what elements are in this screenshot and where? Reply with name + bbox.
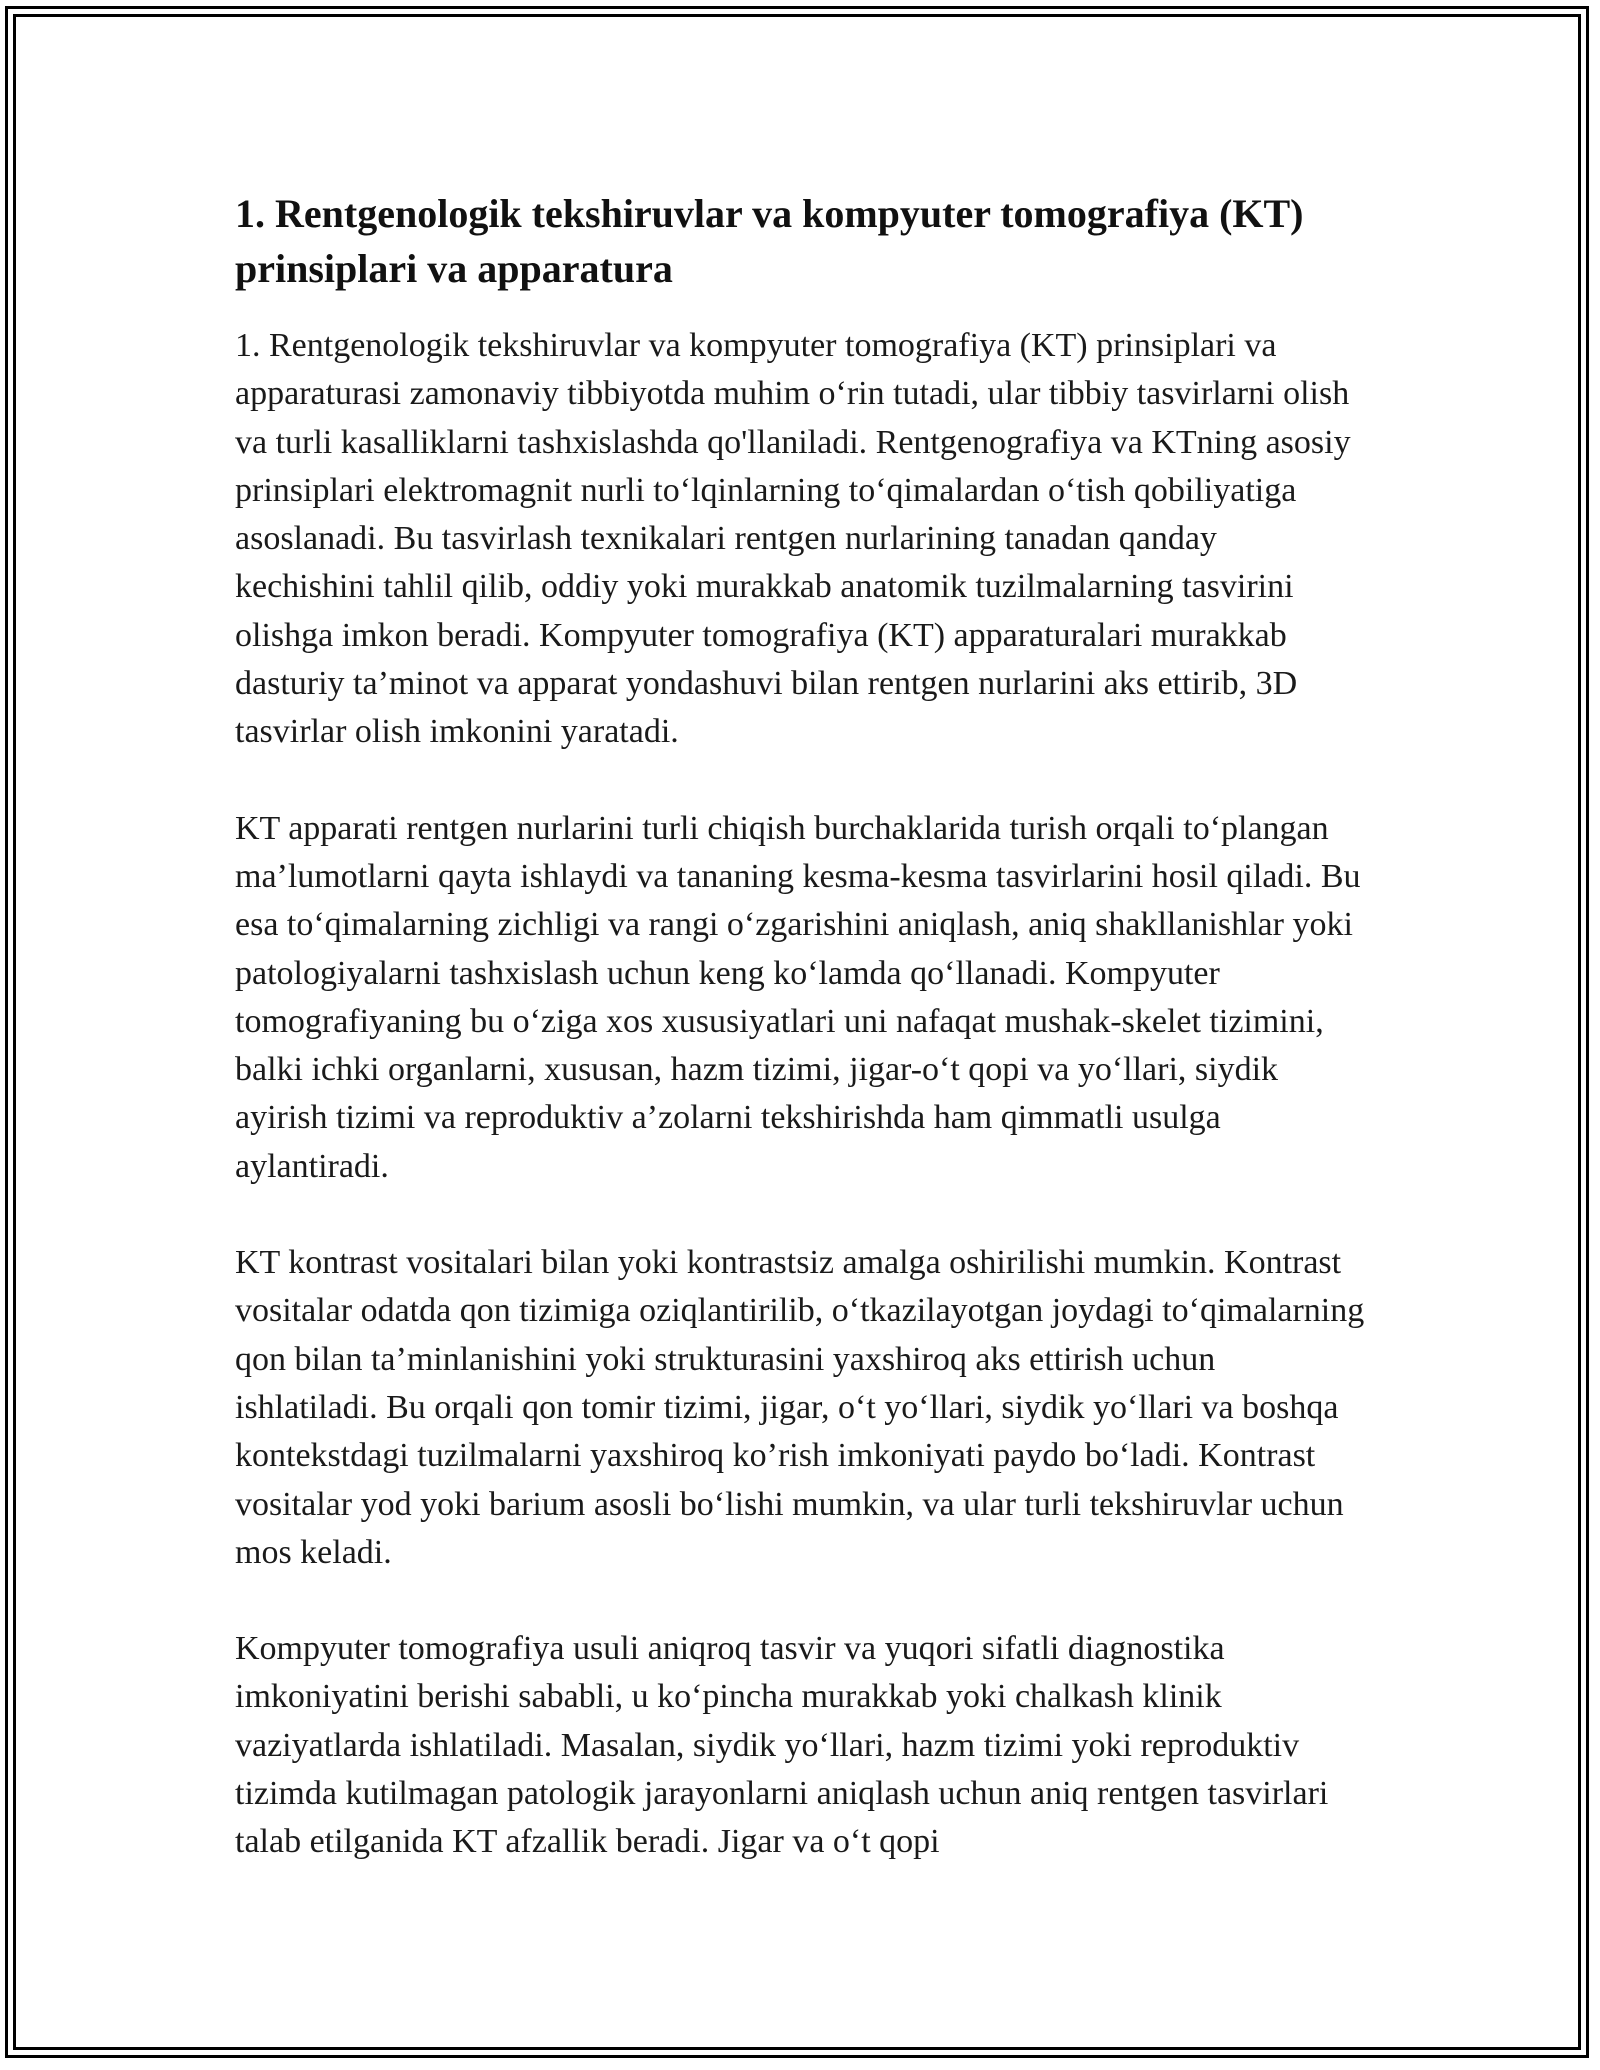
paragraph-3: KT kontrast vositalari bilan yoki kontrastsiz amalga oshirilishi mumkin. Kontrast vositalar odatda qon tizimiga oziqlantirilib, o‘tkazilayotgan joydagi to‘qimalarning qon bilan ta’minlanishini yoki strukturasini yaxshiroq aks ettirish uchun ishlatiladi. Bu orqali qon tomir tizimi, jigar, o‘t yo‘llari, siydik yo‘llari va boshqa kontekstdagi tuzilmalarni yaxshiroq ko’rish imkoniyati paydo bo‘ladi. Kontrast vositalar yod yoki barium asosli bo‘lishi mumkin, va ular turli tekshiruvlar uchun mos keladi.	[235, 1244, 1365, 1571]
paragraph-4: Kompyuter tomografiya usuli aniqroq tasvir va yuqori sifatli diagnostika imkoniyatini berishi sababli, u ko‘pincha murakkab yoki chalkash klinik vaziyatlarda ishlatiladi. Masalan, siydik yo‘llari, hazm tizimi yoki reproduktiv tizimda kutilmagan patologik jarayonlarni aniqlash uchun aniq rentgen tasvirlari talab etilganida KT afzallik beradi. Jigar va o‘t qopi	[235, 1630, 1329, 1861]
document-body	[235, 186, 1365, 1867]
paragraph-2: KT apparati rentgen nurlarini turli chiqish burchaklarida turish orqali to‘plangan ma’lumotlarni qayta ishlaydi va tananing kesma-kesma tasvirlarini hosil qiladi. Bu esa to‘qimalarning zichligi va rangi o‘zgarishini aniqlash, aniq shakllanishlar yoki patologiyalarni tashxislash uchun keng ko‘lamda qo‘llanadi. Kompyuter tomografiyaning bu o‘ziga xos xususiyatlari uni nafaqat mushak-skelet tizimini, balki ichki organlarni, xususan, hazm tizimi, jigar-o‘t qopi va yo‘llari, siydik ayirish tizimi va reproduktiv a’zolarni tekshirishda ham qimmatli usulga aylantiradi.	[235, 809, 1361, 1185]
paragraph-1: 1. Rentgenologik tekshiruvlar va kompyuter tomografiya (KT) prinsiplari va apparaturasi zamonaviy tibbiyotda muhim o‘rin tutadi, ular tibbiy tasvirlarni olish va turli kasalliklarni tashxislashda qo'llaniladi. Rentgenografiya va KTning asosiy prinsiplari elektromagnit nurli to‘lqinlarning to‘qimalardan o‘tish qobiliyatiga asoslanadi. Bu tasvirlash texnikalari rentgen nurlarining tanadan qanday kechishini tahlil qilib, oddiy yoki murakkab anatomik tuzilmalarning tasvirini olishga imkon beradi. Kompyuter tomografiya (KT) apparaturalari murakkab dasturiy ta’minot va apparat yondashuvi bilan rentgen nurlarini aks ettirib, 3D tasvirlar olish imkonini yaratadi.	[235, 327, 1351, 751]
document-title: 1. Rentgenologik tekshiruvlar va kompyuter tomografiya (KT) prinsiplari va apparatura	[235, 191, 1304, 291]
